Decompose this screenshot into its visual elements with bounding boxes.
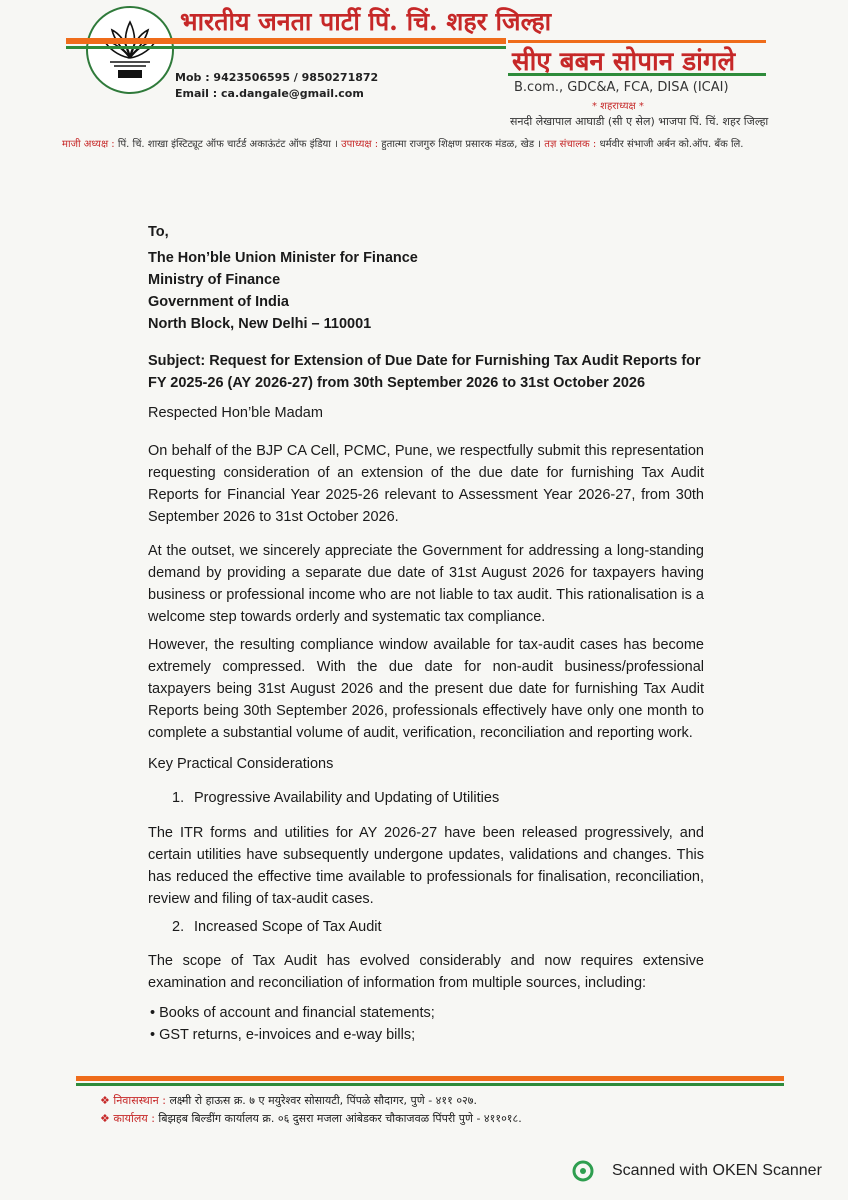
past-post-label: उपाध्यक्ष :: [341, 139, 379, 150]
lotus-icon: [88, 8, 172, 92]
paragraph-2: At the outset, we sincerely appreciate the Government for addressing a long-standing demand by providing a separate due date of 31st August 2026 for taxpayers having business or professional income who are not liable to tax audit. This rationalisation is a welcome step towards orderly and systematic tax compliance.: [148, 543, 704, 625]
email: Email : ca.dangale@gmail.com: [175, 87, 364, 100]
saffron-band: [66, 38, 506, 44]
office-address: [100, 1111, 522, 1126]
point-title: Progressive Availability and Updating of Utilities: [194, 790, 500, 806]
residence-address: [100, 1093, 477, 1108]
past-post-label: माजी अध्यक्ष :: [62, 139, 115, 150]
past-post-text: पिं. चिं. शाखा इंस्टिट्यूट ऑफ चार्टर्ड अकाऊंटंट ऑफ इंडिया ।: [114, 139, 342, 150]
past-post-text: हुतात्मा राजगुरु शिक्षण प्रसारक मंडळ, खेड ।: [378, 139, 545, 150]
bullet-item: • Books of account and financial statements;: [150, 1005, 435, 1021]
party-name: भारतीय जनता पार्टी पिं. चिं. शहर जिल्हा: [180, 7, 552, 36]
contact-block: [175, 70, 378, 102]
designation: सनदी लेखापाल आघाडी (सी ए सेल) भाजपा पिं. चिं. शहर जिल्हा: [510, 115, 769, 128]
bullet-item: • GST returns, e-invoices and e-way bills;: [150, 1027, 416, 1043]
point-2-heading: [172, 919, 382, 935]
past-post-label: तज्ञ संचालक :: [544, 139, 597, 150]
point-number: 1.: [172, 790, 185, 806]
mobile: Mob : 9423506595 / 9850271872: [175, 71, 379, 84]
footer-saffron-band: [76, 1076, 784, 1081]
point-number: 2.: [172, 919, 185, 935]
address-line: Government of India: [148, 294, 289, 310]
point-title: Increased Scope of Tax Audit: [194, 919, 382, 935]
office-label: ❖ कार्यालय :: [100, 1112, 155, 1125]
salutation: Respected Hon’ble Madam: [148, 405, 323, 421]
to-line: To,: [148, 224, 169, 240]
signatory-name: सीए बबन सोपान डांगले: [512, 47, 736, 77]
paragraph-3: However, the resulting compliance window available for tax-audit cases has become extremely compressed. With the due date for non-audit business/professional taxpayers being 31st August 2026 and the present due date for furnishing Tax Audit Reports being 30th September 2026, professionals effectively have only one month to complete a substantial volume of audit, verification, reconciliation and reporting work.: [148, 637, 704, 741]
qualifications: B.com., GDC&A, FCA, DISA (ICAI): [514, 80, 729, 95]
address-line: North Block, New Delhi – 110001: [148, 316, 372, 332]
residence-text: लक्ष्मी रो हाऊस क्र. ७ ए मयुरेश्वर सोसायटी, पिंपळे सौदागर, पुणे - ४११ ०२७.: [165, 1094, 477, 1107]
point-1-heading: [172, 790, 499, 806]
point-1-text: The ITR forms and utilities for AY 2026-27 have been released progressively, and certain utilities have subsequently undergone updates, validations and changes. This has reduced the effective time available to professionals for finalisation, reconciliation, review and filing of tax-audit cases.: [148, 825, 704, 907]
subject: Subject: Request for Extension of Due Date for Furnishing Tax Audit Reports for FY 2025-26 (AY 2026-27) from 30th September 2026 to 31st October 2026: [148, 353, 701, 391]
address-line: Ministry of Finance: [148, 272, 281, 288]
key-heading: Key Practical Considerations: [148, 756, 334, 772]
green-band: [66, 46, 506, 49]
post-title: * शहराध्यक्ष *: [592, 101, 644, 112]
bjp-logo: [86, 6, 174, 94]
scanner-watermark: Scanned with OKEN Scanner: [612, 1162, 822, 1179]
scanner-logo-icon: [572, 1160, 594, 1182]
past-posts: [62, 136, 777, 150]
paragraph-1: On behalf of the BJP CA Cell, PCMC, Pune, we respectfully submit this representation requesting consideration of an extension of the due date for furnishing Tax Audit Reports for Financial Year 2025-26 relevant to Assessment Year 2026-27, from 30th September 2026 to 31st October 2026.: [148, 443, 704, 525]
office-text: बिझहब बिल्डींग कार्यालय क्र. ०६ दुसरा मजला आंबेडकर चौकाजवळ पिंपरी पुणे - ४११०१८.: [154, 1112, 522, 1125]
address-line: The Hon’ble Union Minister for Finance: [148, 250, 418, 266]
point-2-text: The scope of Tax Audit has evolved considerably and now requires extensive examination and reconciliation of information from multiple sources, including:: [148, 953, 704, 991]
past-post-text: धर्मवीर संभाजी अर्बन को.ऑप. बँक लि.: [596, 139, 744, 150]
footer-green-band: [76, 1083, 784, 1086]
residence-label: ❖ निवासस्थान :: [100, 1094, 166, 1107]
